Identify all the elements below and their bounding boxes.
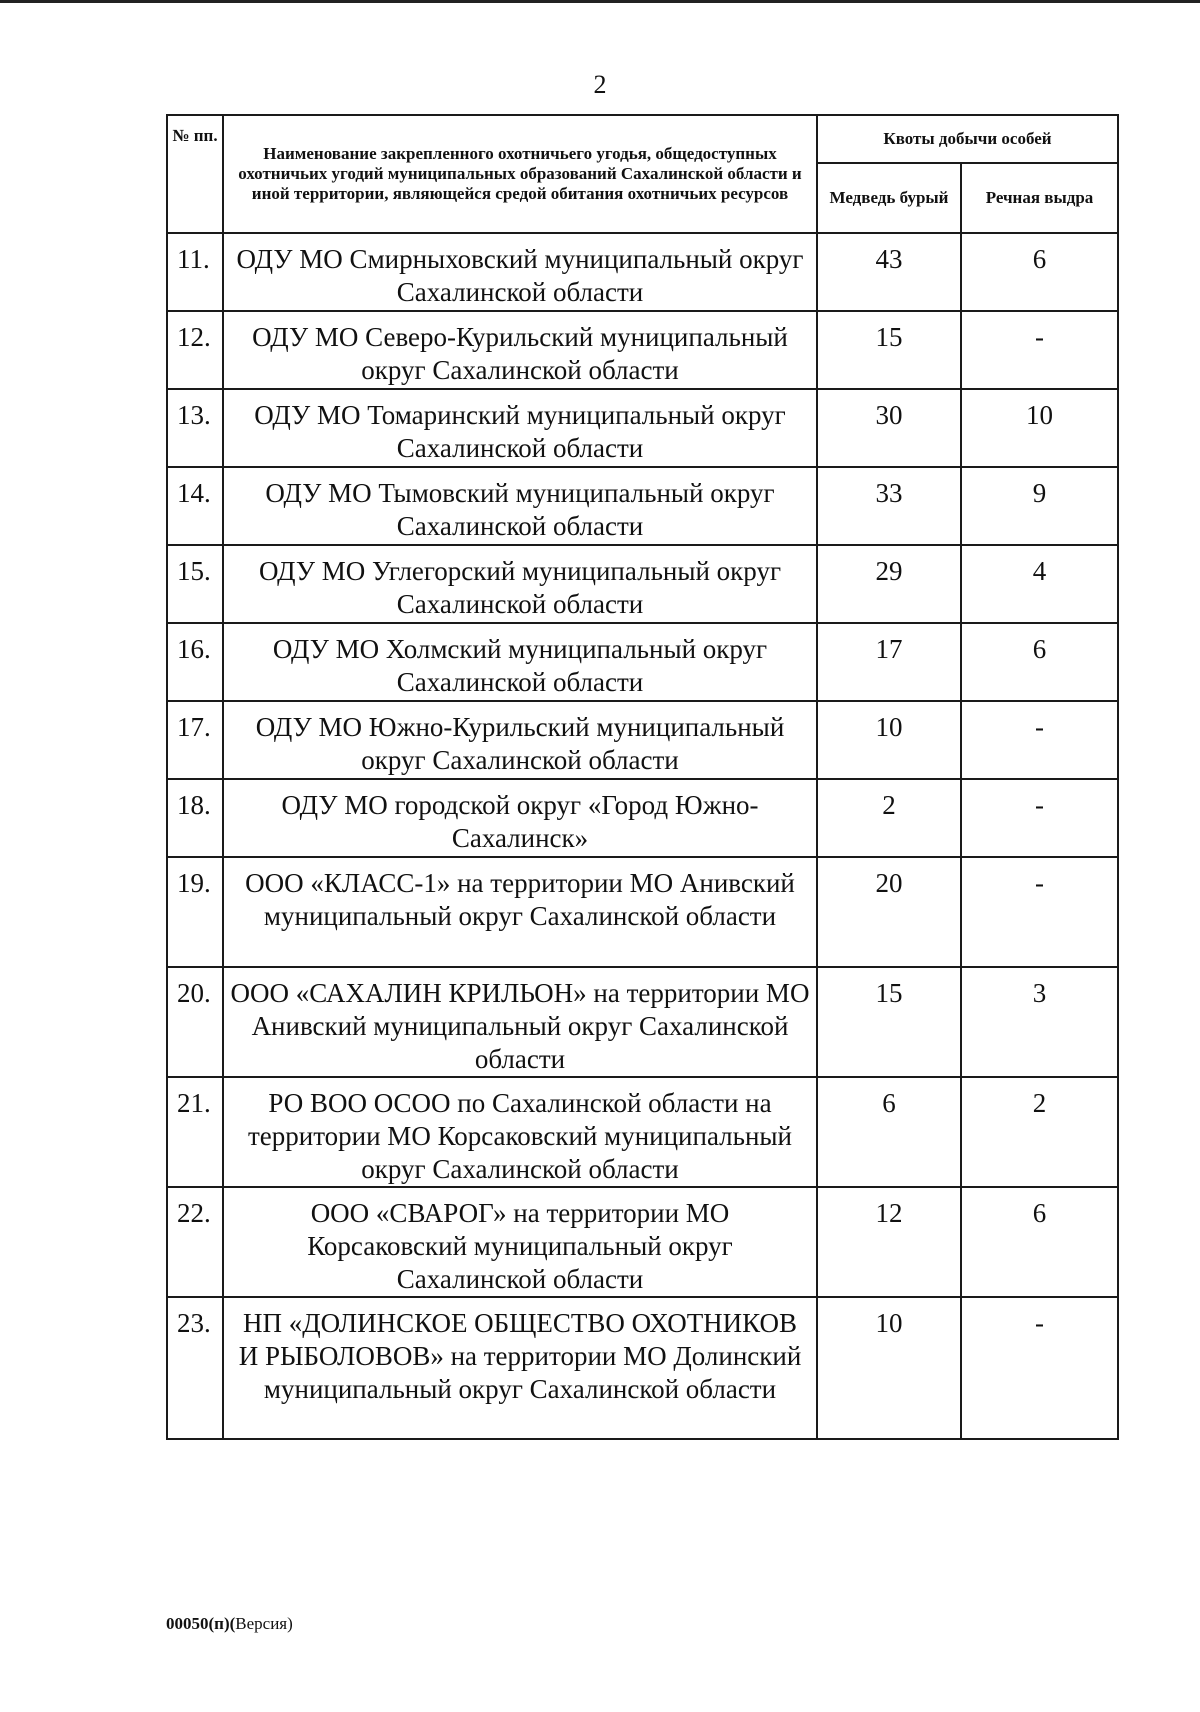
- row-number: 20.: [167, 967, 223, 1077]
- bear-quota: 6: [817, 1077, 961, 1187]
- row-number: 15.: [167, 545, 223, 623]
- table-row: [167, 1187, 1118, 1297]
- table-row: [167, 545, 1118, 623]
- row-number: 23.: [167, 1297, 223, 1439]
- otter-quota: -: [961, 779, 1118, 857]
- area-name: ООО «КЛАСС-1» на территории МО Анивский муниципальный округ Сахалинской области: [223, 857, 817, 967]
- area-name: ОДУ МО Холмский муниципальный округ Сахалинской области: [223, 623, 817, 701]
- table-row: [167, 467, 1118, 545]
- otter-quota: -: [961, 1297, 1118, 1439]
- table-row: [167, 233, 1118, 311]
- area-name: РО ВОО ОСОО по Сахалинской области на территории МО Корсаковский муниципальный округ Сахалинской области: [223, 1077, 817, 1187]
- bear-quota: 20: [817, 857, 961, 967]
- otter-quota: 2: [961, 1077, 1118, 1187]
- row-number: 19.: [167, 857, 223, 967]
- otter-quota: -: [961, 701, 1118, 779]
- area-name: ООО «САХАЛИН КРИЛЬОН» на территории МО Анивский муниципальный округ Сахалинской области: [223, 967, 817, 1077]
- row-number: 16.: [167, 623, 223, 701]
- table-row: [167, 701, 1118, 779]
- row-number: 18.: [167, 779, 223, 857]
- table-row: [167, 623, 1118, 701]
- header-number: № пп.: [167, 115, 223, 233]
- area-name: ОДУ МО городской округ «Город Южно-Сахалинск»: [223, 779, 817, 857]
- row-number: 12.: [167, 311, 223, 389]
- row-number: 13.: [167, 389, 223, 467]
- bear-quota: 10: [817, 1297, 961, 1439]
- row-number: 17.: [167, 701, 223, 779]
- table-body: [167, 233, 1118, 1439]
- otter-quota: 6: [961, 1187, 1118, 1297]
- header-brown-bear: Медведь бурый: [817, 163, 961, 233]
- area-name: ОДУ МО Северо-Курильский муниципальный округ Сахалинской области: [223, 311, 817, 389]
- bear-quota: 15: [817, 311, 961, 389]
- document-version-label: Версия): [235, 1614, 293, 1633]
- bear-quota: 17: [817, 623, 961, 701]
- bear-quota: 2: [817, 779, 961, 857]
- bear-quota: 29: [817, 545, 961, 623]
- header-river-otter: Речная выдра: [961, 163, 1118, 233]
- row-number: 21.: [167, 1077, 223, 1187]
- top-edge-rule: [0, 0, 1200, 3]
- table-header: [167, 115, 1118, 233]
- bear-quota: 30: [817, 389, 961, 467]
- table-row: [167, 857, 1118, 967]
- otter-quota: 3: [961, 967, 1118, 1077]
- area-name: ООО «СВАРОГ» на территории МО Корсаковский муниципальный округ Сахалинской области: [223, 1187, 817, 1297]
- otter-quota: 6: [961, 623, 1118, 701]
- table-row: [167, 779, 1118, 857]
- table-row: [167, 967, 1118, 1077]
- document-code-number: 00050(п)(: [166, 1614, 236, 1633]
- bear-quota: 15: [817, 967, 961, 1077]
- otter-quota: 9: [961, 467, 1118, 545]
- bear-quota: 12: [817, 1187, 961, 1297]
- header-quota-group: Квоты добычи особей: [817, 115, 1118, 163]
- otter-quota: 6: [961, 233, 1118, 311]
- table-row: [167, 1077, 1118, 1187]
- bear-quota: 43: [817, 233, 961, 311]
- area-name: ОДУ МО Тымовский муниципальный округ Сахалинской области: [223, 467, 817, 545]
- row-number: 14.: [167, 467, 223, 545]
- page-number: 2: [593, 70, 607, 99]
- header-area-name: Наименование закрепленного охотничьего угодья, общедоступных охотничьих угодий муниципальных образований Сахалинской области и иной территории, являющейся средой обитания охотничьих ресурсов: [223, 115, 817, 233]
- otter-quota: -: [961, 857, 1118, 967]
- table-row: [167, 1297, 1118, 1439]
- document-code: [166, 1614, 293, 1634]
- otter-quota: 4: [961, 545, 1118, 623]
- row-number: 22.: [167, 1187, 223, 1297]
- area-name: ОДУ МО Томаринский муниципальный округ Сахалинской области: [223, 389, 817, 467]
- table-row: [167, 311, 1118, 389]
- row-number: 11.: [167, 233, 223, 311]
- otter-quota: -: [961, 311, 1118, 389]
- hunting-quota-table: [166, 114, 1119, 1440]
- area-name: ОДУ МО Южно-Курильский муниципальный округ Сахалинской области: [223, 701, 817, 779]
- otter-quota: 10: [961, 389, 1118, 467]
- table-row: [167, 389, 1118, 467]
- bear-quota: 33: [817, 467, 961, 545]
- bear-quota: 10: [817, 701, 961, 779]
- area-name: НП «ДОЛИНСКОЕ ОБЩЕСТВО ОХОТНИКОВ И РЫБОЛОВОВ» на территории МО Долинский муниципальный округ Сахалинской области: [223, 1297, 817, 1439]
- area-name: ОДУ МО Углегорский муниципальный округ Сахалинской области: [223, 545, 817, 623]
- area-name: ОДУ МО Смирныховский муниципальный округ Сахалинской области: [223, 233, 817, 311]
